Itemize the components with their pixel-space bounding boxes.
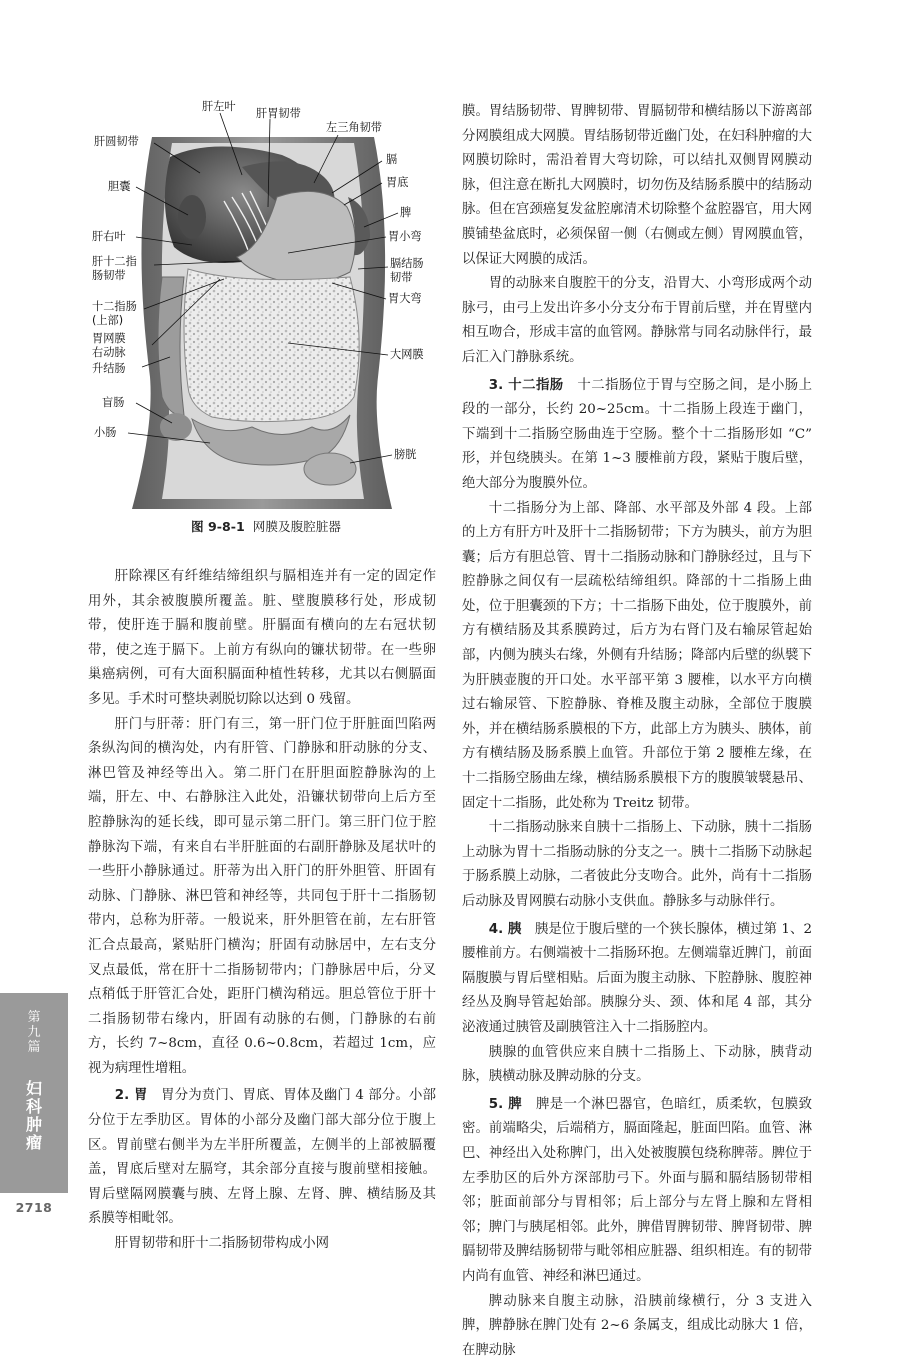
label-gallbladder: 胆囊 <box>108 180 130 194</box>
section-spleen <box>462 1093 812 1290</box>
label-round-ligament: 肝圆韧带 <box>94 135 139 149</box>
paragraph-omentum: 肝胃韧带和肝十二指肠韧带构成小网 <box>88 1232 436 1257</box>
label-cecum: 盲肠 <box>102 396 124 410</box>
cecum-shape <box>160 413 192 441</box>
gallbladder-shape <box>178 195 206 239</box>
label-diaphragm: 膈 <box>386 153 397 167</box>
label-fundus: 胃底 <box>386 176 408 190</box>
label-phrenicocolic-ligament: 膈结肠 韧带 <box>390 257 424 285</box>
side-part-label: 第九篇 <box>22 1010 46 1055</box>
section-body-pancreas: 胰是位于腹后壁的一个狭长腺体，横过第 1、2 腰椎前方。右侧端被十二指肠环抱。左侧端靠近脾门，前面隔腹膜与胃后壁相贴。后面为腹主动脉、下腔静脉、腹腔神经丛及胸导管起始部。胰腺分头、颈、体和尾 4 部，其分泌液通过胰管及副胰管注入十二指肠腔内。 <box>462 922 812 1035</box>
section-body-stomach: 胃分为贲门、胃底、胃体及幽门 4 部分。小部分位于左季肋区。胃体的小部分及幽门部大部分位于腹上区。胃前壁右侧半为左半肝所覆盖，左侧半的上部被膈覆盖，胃底后壁对左膈穹，其余部分直接与腹前壁相接触。胃后壁隔网膜囊与胰、左肾上腺、左肾、脾、横结肠及其系膜等相毗邻。 <box>88 1088 436 1226</box>
label-ascending-colon: 升结肠 <box>92 362 126 376</box>
figure-number: 图 9-8-1 <box>191 519 245 534</box>
ascending-colon-shape <box>158 277 184 415</box>
side-part-name: 妇科肿瘤 <box>22 1080 46 1152</box>
label-hepatogastric-ligament: 肝胃韧带 <box>256 107 301 121</box>
label-liver-right-lobe: 肝右叶 <box>92 230 126 244</box>
label-duodenum-superior: 十二指肠 (上部) <box>92 300 137 328</box>
figure-title: 网膜及腹腔脏器 <box>253 519 341 534</box>
paragraph-duodenum-parts: 十二指肠分为上部、降部、水平部及外部 4 段。上部的上方有肝方叶及肝十二指肠韧带；下方为胰头，前方为胆囊；后方有胆总管、胃十二指肠动脉和门静脉经过，且与下腔静脉之间仅有一层疏松结缔组织。降部的十二指肠上曲处，位于胆囊颈的下方；十二指肠下曲处，位于腹膜外，前方有横结肠及其系膜跨过，后方为右肾门及右输尿管起始部，内侧为胰头右缘，外侧有升结肠；降部内后壁的纵襞下为肝胰壶腹的开口处。水平部平第 3 腰椎，以水平方向横过右输尿管、下腔静脉、脊椎及腹主动脉，全部位于腹膜外，并在横结肠系膜根的下方，此部上方为胰头、胰体，前方有横结肠及肠系膜上血管。升部位于第 2 腰椎左缘，在十二指肠空肠曲左缘，横结肠系膜根下方的腹膜皱襞悬吊、固定十二指肠，此处称为 Treitz 韧带。 <box>462 497 812 817</box>
section-pancreas <box>462 918 812 1041</box>
paragraph-spleen-vessels: 脾动脉来自腹主动脉，沿胰前缘横行，分 3 支进入脾，脾静脉在脾门处有 2~6 条属支，组成比动脉大 1 倍，在脾动脉 <box>462 1290 812 1363</box>
label-right-gastroepiploic-artery: 胃网膜 右动脉 <box>92 332 126 360</box>
label-greater-omentum: 大网膜 <box>390 348 424 362</box>
paragraph-porta-hepatis: 肝门与肝蒂：肝门有三，第一肝门位于肝脏面凹陷两条纵沟间的横沟处，内有肝管、门静脉和肝动脉的分支、淋巴管及神经等出入。第二肝门在肝胆面腔静脉沟的上端，肝左、中、右静脉注入此处，沿镰状韧带向上后方至腔静脉沟的延长线，即可显示第二肝门。第三肝门位于腔静脉沟下端，有来自右半肝脏面的右副肝静脉及尾状叶的一些肝小静脉通过。肝蒂为出入肝门的肝外胆管、肝固有动脉、门静脉、淋巴管和神经等，共同包于肝十二指肠韧带内，总称为肝蒂。一般说来，肝外胆管在前，左右肝管汇合点最高，紧贴肝门横沟；肝固有动脉居中，左右支分叉点最低，常在肝十二指肠韧带内；门静脉居中后，分叉点稍低于肝管汇合处，距肝门横沟稍远。胆总管位于肝十二指肠韧带右缘内，肝固有动脉的右侧，门静脉的右前方，长约 7~8cm，直径 0.6~0.8cm，若超过 1cm，应视为病理性增粗。 <box>88 713 436 1082</box>
section-body-duodenum: 十二指肠位于胃与空肠之间，是小肠上段的一部分，长约 20~25cm。十二指肠上段连于幽门，下端到十二指肠空肠曲连于空肠。整个十二指肠形如 “C” 形，并包绕胰头。在第 1~3 腰椎前方段，紧贴于腹后壁，绝大部分为腹膜外位。 <box>462 378 812 491</box>
section-title-spleen: 5. 脾 <box>489 1097 522 1112</box>
section-body-spleen: 脾是一个淋巴器官，色暗红，质柔软，包膜致密。前端略尖，后端稍方，膈面隆起，脏面凹陷。血管、淋巴、神经出入处称脾门，出入处被腹膜包绕称脾蒂。脾位于左季肋区的后外方深部肋弓下。外面与膈和膈结肠韧带相邻；脏面前部分与胃相邻；后上部分与左肾上腺和左肾相邻；脾门与胰尾相邻。此外，脾借胃脾韧带、脾肾韧带、脾膈韧带及脾结肠韧带与毗邻相应脏器、组织相连。有的韧带内尚有血管、神经和淋巴通过。 <box>462 1097 812 1284</box>
label-bladder: 膀胱 <box>394 448 416 462</box>
left-column <box>88 565 436 1257</box>
paragraph-liver-ligaments: 肝除裸区有纤维结缔组织与膈相连并有一定的固定作用外，其余被腹膜所覆盖。脏、壁腹膜移行处，形成韧带，使肝连于膈和腹前壁。肝膈面有横向的左右冠状韧带，使之连于膈下。上前方有纵向的镰状韧带。在一些卵巢癌病例，可有大面积膈面种植性转移，尤其以右侧膈面多见。手术时可整块剥脱切除以达到 0 残留。 <box>88 565 436 713</box>
label-left-triangular-ligament: 左三角韧带 <box>326 121 382 135</box>
paragraph-stomach-arteries: 胃的动脉来自腹腔干的分支，沿胃大、小弯形成两个动脉弓，由弓上发出许多小分支分布于胃前后壁，并在胃壁内相互吻合，形成丰富的血管网。静脉常与同名动脉伴行，最后汇入门静脉系统。 <box>462 272 812 370</box>
section-stomach <box>88 1084 436 1232</box>
label-small-intestine: 小肠 <box>94 426 116 440</box>
paragraph-pancreas-vessels: 胰腺的血管供应来自胰十二指肠上、下动脉，胰背动脉，胰横动脉及脾动脉的分支。 <box>462 1041 812 1090</box>
section-title-stomach: 2. 胃 <box>115 1088 148 1103</box>
bladder-shape <box>304 453 356 485</box>
label-hepatoduodenal-ligament: 肝十二指 肠韧带 <box>92 255 137 283</box>
anatomy-figure <box>92 97 440 509</box>
figure-caption <box>92 516 440 535</box>
paragraph-omentum-continued: 膜。胃结肠韧带、胃脾韧带、胃膈韧带和横结肠以下游离部分网膜组成大网膜。胃结肠韧带近幽门处，在妇科肿瘤的大网膜切除时，需沿着胃大弯切除，可以结扎双侧胃网膜动脉，但注意在断扎大网膜时，切勿伤及结肠系膜中的结肠动脉。但在宫颈癌复发盆腔廓清术切除整个盆腔器官，用大网膜铺垫盆底时，必须保留一侧（右侧或左侧）胃网膜血管，以保证大网膜的成活。 <box>462 100 812 272</box>
section-duodenum <box>462 374 812 497</box>
paragraph-duodenum-arteries: 十二指肠动脉来自胰十二指肠上、下动脉，胰十二指肠上动脉为胃十二指肠动脉的分支之一。胰十二指肠下动脉起于肠系膜上动脉，二者彼此分支吻合。此外，尚有十二指肠后动脉及胃网膜右动脉小支供血。静脉多与动脉伴行。 <box>462 816 812 914</box>
right-column <box>462 100 812 1363</box>
label-lesser-curvature: 胃小弯 <box>388 230 422 244</box>
label-spleen: 脾 <box>400 206 411 220</box>
greater-omentum-shape <box>184 269 359 422</box>
section-title-duodenum: 3. 十二指肠 <box>489 378 564 393</box>
label-greater-curvature: 胃大弯 <box>388 292 422 306</box>
label-liver-left-lobe: 肝左叶 <box>202 100 236 114</box>
section-title-pancreas: 4. 胰 <box>489 922 522 937</box>
page-number: 2718 <box>0 1200 68 1215</box>
